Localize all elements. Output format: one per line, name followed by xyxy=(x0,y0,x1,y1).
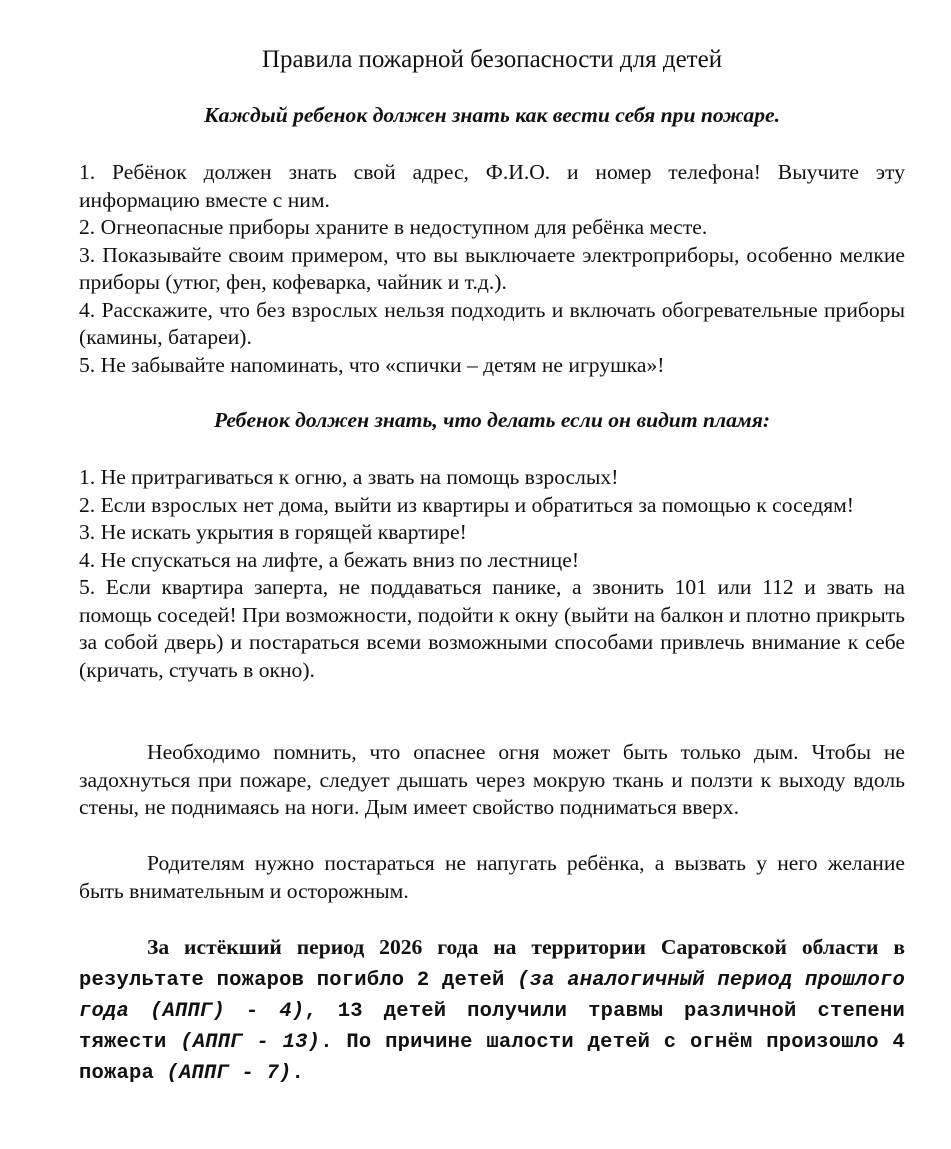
list-item: 3. Показывайте своим примером, что вы выключаете электроприборы, особенно мелкие приборы (утюг, фен, кофеварка, чайник и т.д.). xyxy=(79,242,905,294)
statistics-text: . xyxy=(291,1062,305,1085)
statistics-note: (за аналогичный период прошлого года (АППГ) - 4) xyxy=(79,969,905,1023)
section2-list xyxy=(79,464,905,684)
statistics-note: (АППГ - 7) xyxy=(166,1062,292,1085)
list-item: 2. Огнеопасные приборы храните в недоступном для ребёнка месте. xyxy=(79,215,708,239)
section1-list xyxy=(79,159,905,379)
list-item: 1. Ребёнок должен знать свой адрес, Ф.И.О. и номер телефона! Выучите эту информацию вместе с ним. xyxy=(79,160,905,212)
statistics-text: , 13 детей получили травмы различной степени тяжести xyxy=(79,1000,905,1054)
statistics-note: (АППГ - 13) xyxy=(180,1031,321,1054)
list-item: 3. Не искать укрытия в горящей квартире! xyxy=(79,520,467,544)
list-item: 1. Не притрагиваться к огню, а звать на помощь взрослых! xyxy=(79,465,619,489)
list-item: 5. Не забывайте напоминать, что «спички – детям не игрушка»! xyxy=(79,352,665,377)
statistics-text: . По причине шалости детей с огнём произошло 4 пожара xyxy=(79,1031,905,1085)
statistics-lead: За истёкший период 2026 года на территории Саратовской области в xyxy=(147,935,905,959)
section1-heading: Каждый ребенок должен знать как вести себя при пожаре. xyxy=(204,103,780,127)
statistics-paragraph xyxy=(79,933,905,1088)
statistics-text: результате пожаров погибло 2 детей xyxy=(79,969,518,992)
list-item: 5. Если квартира заперта, не поддаваться панике, а звонить 101 или 112 и звать на помощь соседей! При возможности, подойти к окну (выйти на балкон и плотно прикрыть за собой дверь) и постараться всеми возможными способами привлечь внимание к себе (кричать, стучать в окно). xyxy=(79,575,906,682)
page-title: Правила пожарной безопасности для детей xyxy=(261,46,723,73)
section2-heading: Ребенок должен знать, что делать если он видит пламя: xyxy=(213,408,771,432)
parents-paragraph: Родителям нужно постараться не напугать ребёнка, а вызвать у него желание быть внимательным и осторожным. xyxy=(79,851,905,903)
list-item: 4. Не спускаться на лифте, а бежать вниз по лестнице! xyxy=(79,547,580,572)
list-item: 2. Если взрослых нет дома, выйти из квартиры и обратиться за помощью к соседям! xyxy=(79,492,855,517)
smoke-paragraph: Необходимо помнить, что опаснее огня может быть только дым. Чтобы не задохнуться при пожаре, следует дышать через мокрую ткань и ползти к выходу вдоль стены, не поднимаясь на ноги. Дым имеет свойство подниматься вверх. xyxy=(79,740,905,819)
list-item: 4. Расскажите, что без взрослых нельзя подходить и включать обогревательные приборы (камины, батареи). xyxy=(79,297,905,349)
